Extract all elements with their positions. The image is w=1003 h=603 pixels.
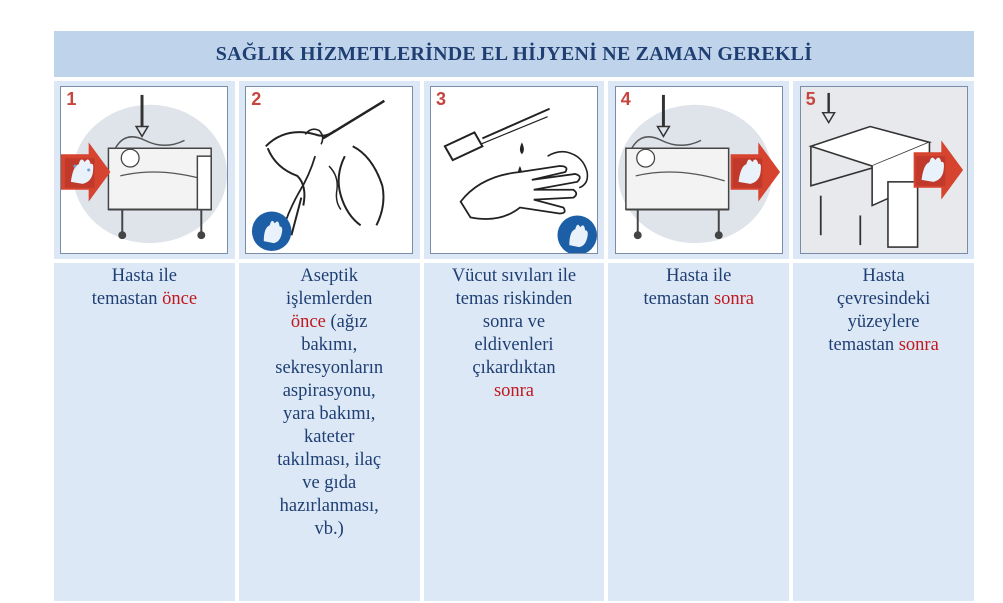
label-line — [452, 265, 576, 288]
moment-2-number: 2 — [251, 89, 262, 109]
label-text: Aseptik — [300, 266, 358, 286]
moment-3-image-cell — [424, 81, 605, 259]
label-line — [275, 357, 383, 380]
emphasis-text: sonra — [713, 289, 755, 309]
emphasis-text: sonra — [493, 381, 535, 401]
label-line — [452, 311, 576, 334]
moment-5-number: 5 — [805, 89, 816, 109]
moment-3-label-cell — [424, 263, 605, 601]
emphasis-text: sonra — [898, 335, 939, 355]
label-text: temastan — [643, 289, 714, 309]
label-text: işlemlerden — [286, 289, 373, 309]
moment-4-number: 4 — [620, 89, 631, 109]
moment-2-illustration — [245, 86, 413, 254]
label-line — [828, 265, 938, 288]
image-row — [54, 81, 974, 259]
label-line — [644, 265, 754, 288]
label-text: yüzeylere — [847, 312, 920, 332]
table-title: SAĞLIK HİZMETLERİNDE EL HİJYENİ NE ZAMAN GEREKLİ — [54, 31, 974, 77]
moment-2-label — [269, 265, 389, 541]
moment-4-label-cell — [608, 263, 789, 601]
label-text: Hasta — [862, 266, 905, 286]
label-text: çevresindeki — [836, 289, 931, 309]
label-line — [452, 357, 576, 380]
label-text: vb.) — [314, 519, 344, 539]
label-text: bakımı, — [301, 335, 358, 355]
moment-3-label — [446, 265, 582, 403]
label-text: temastan — [828, 335, 899, 355]
label-line — [828, 311, 938, 334]
emphasis-text: önce — [162, 289, 198, 309]
moment-2-image-cell — [239, 81, 420, 259]
patient-bed-before-illustration — [61, 87, 227, 253]
label-text: temas riskinden — [455, 289, 573, 309]
moment-5-illustration — [800, 86, 968, 254]
label-text: takılması, ilaç — [277, 450, 382, 470]
emphasis-text: önce — [290, 312, 326, 332]
label-text: eldivenleri — [474, 335, 554, 355]
label-line — [92, 288, 197, 311]
label-row — [54, 263, 974, 601]
moment-1-label — [86, 265, 203, 311]
patient-bed-after-illustration — [616, 87, 782, 253]
label-line — [644, 288, 754, 311]
label-text: temastan — [91, 289, 163, 309]
label-line — [275, 311, 383, 334]
label-line — [275, 426, 383, 449]
moment-4-image-cell — [608, 81, 789, 259]
label-line — [275, 288, 383, 311]
label-text: sekresyonların — [275, 358, 384, 378]
moment-4-illustration — [615, 86, 783, 254]
label-line — [452, 380, 576, 403]
label-text: Hasta ile — [666, 266, 732, 286]
moment-5-label-cell — [793, 263, 974, 601]
label-line — [828, 334, 938, 357]
moment-1-number: 1 — [66, 89, 77, 109]
patient-surroundings-drawing — [801, 87, 967, 253]
moment-1-image-cell — [54, 81, 235, 259]
label-line — [275, 403, 383, 426]
label-line — [275, 449, 383, 472]
label-line — [275, 265, 383, 288]
label-line — [275, 334, 383, 357]
label-text: sonra ve — [482, 312, 546, 332]
moment-3-illustration — [430, 86, 598, 254]
label-text: çıkardıktan — [472, 358, 556, 378]
label-text: ve gıda — [302, 473, 357, 493]
label-line — [275, 495, 383, 518]
label-text: yara bakımı, — [282, 404, 376, 424]
label-line — [452, 288, 576, 311]
label-text: Vücut sıvıları ile — [451, 266, 577, 286]
label-line — [828, 288, 938, 311]
label-line — [275, 518, 383, 541]
label-text: hazırlanması, — [279, 496, 379, 516]
moment-1-label-cell — [54, 263, 235, 601]
moment-5-image-cell — [793, 81, 974, 259]
label-text: kateter — [304, 427, 355, 447]
moment-4-label — [638, 265, 760, 311]
label-line — [92, 265, 197, 288]
label-line — [452, 334, 576, 357]
moment-2-label-cell — [239, 263, 420, 601]
moment-1-illustration — [60, 86, 228, 254]
hand-hygiene-table — [54, 31, 974, 601]
label-text: (ağız — [325, 312, 368, 332]
label-text: Hasta ile — [111, 266, 178, 286]
aseptic-hands-illustration — [246, 87, 412, 253]
moment-5-label — [822, 265, 944, 357]
label-text: aspirasyonu, — [282, 381, 376, 401]
glove-hand-illustration — [431, 87, 597, 253]
moment-3-number: 3 — [435, 89, 446, 109]
label-line — [275, 380, 383, 403]
label-line — [275, 472, 383, 495]
